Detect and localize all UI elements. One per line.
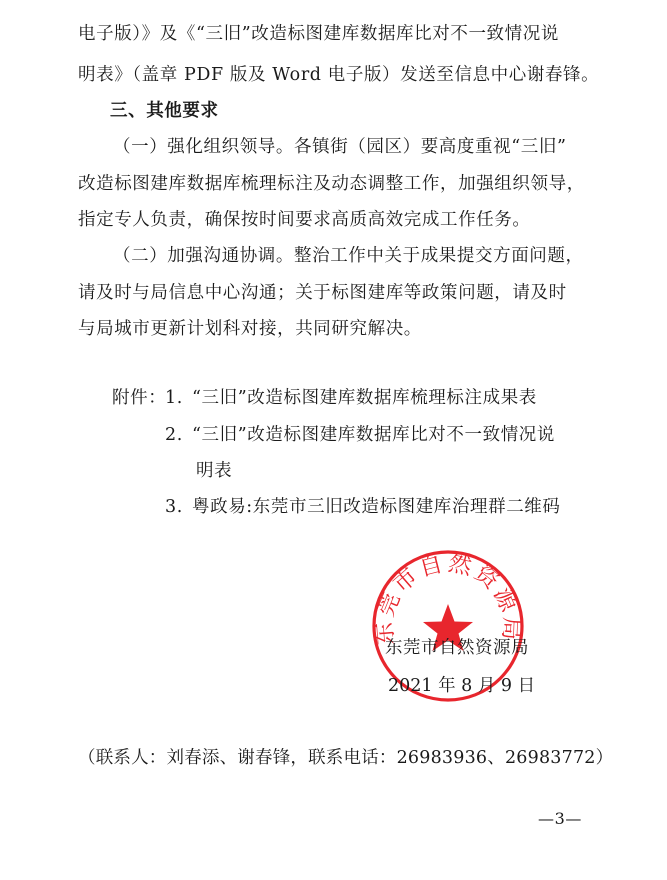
paragraph-line: 改造标图建库数据库梳理标注及动态调整工作，加强组织领导， [78, 174, 585, 194]
paragraph-line: 明表》（盖章 PDF 版及 Word 电子版）发送至信息中心谢春锋。 [78, 65, 600, 85]
attachment-number: 2. [165, 425, 183, 445]
paragraph-line: 与局城市更新计划科对接，共同研究解决。 [78, 319, 422, 339]
signature-org: 东莞市自然资源局 [385, 638, 529, 658]
signature-date: 2021 年 8 月 9 日 [388, 676, 536, 696]
attachment-number: 1. [165, 388, 183, 408]
paragraph-line: 请及时与局信息中心沟通；关于标图建库等政策问题，请及时 [78, 283, 567, 303]
paragraph-line: 指定专人负责，确保按时间要求高质高效完成工作任务。 [78, 210, 531, 230]
paragraph-line: （一）强化组织领导。各镇街（园区）要高度重视“三旧” [113, 137, 567, 157]
contact-info: （联系人：刘春添、谢春锋，联系电话：26983936、26983772） [78, 748, 614, 768]
attachment-item: “三旧”改造标图建库数据库梳理标注成果表 [192, 388, 537, 408]
seal-text: 东莞市自然资源局 [371, 550, 525, 647]
page-number: —3— [538, 809, 582, 828]
attachments-label: 附件： [112, 388, 167, 408]
section-heading: 三、其他要求 [110, 101, 219, 121]
attachment-item: “三旧”改造标图建库数据库比对不一致情况说 [192, 425, 555, 445]
attachment-item: 粤政易:东莞市三旧改造标图建库治理群二维码 [192, 497, 561, 517]
attachment-number: 3. [165, 497, 183, 517]
paragraph-line: 电子版）》及《“三旧”改造标图建库数据库比对不一致情况说 [78, 24, 559, 44]
attachment-item-continued: 明表 [196, 461, 233, 481]
paragraph-line: （二）加强沟通协调。整治工作中关于成果提交方面问题， [113, 246, 584, 266]
